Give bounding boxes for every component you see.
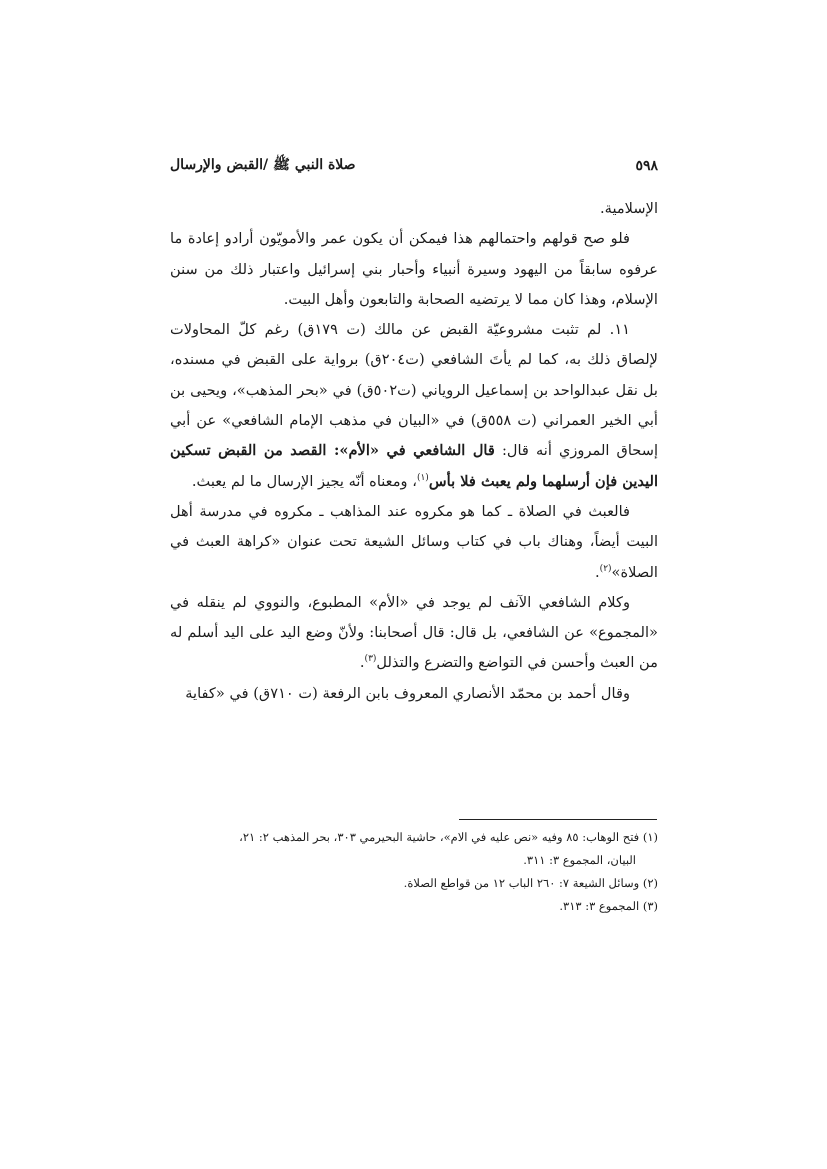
paragraph-4-text: فالعبث في الصلاة ـ كما هو مكروه عند المذاهب ـ مكروه في مدرسة أهل البيت أيضاً، وهناك باب في كتاب وسائل الشيعة تحت عنوان «كراهة العبث في الصلاة»	[170, 502, 658, 581]
paragraph-3	[170, 315, 658, 497]
main-text	[170, 194, 658, 709]
footnote-ref-2[interactable]: (٢)	[599, 563, 612, 574]
paragraph-5	[170, 588, 658, 679]
shafii-quote: قال الشافعي في «الأم»: القصد من القبض تسكين اليدين فإن أرسلهما ولم يعبث فلا بأس	[170, 442, 658, 490]
footnote-ref-1[interactable]: (١)	[416, 472, 429, 483]
footnote-divider	[459, 819, 657, 820]
header-title: صلاة النبي ﷺ /القبض والإرسال	[170, 157, 356, 173]
paragraph-4-end: .	[595, 563, 600, 581]
paragraph-5-text: وكلام الشافعي الآنف لم يوجد في «الأم» المطبوع، والنووي لم ينقله في «المجموع» عن الشافعي، بل قال: قال أصحابنا: ولأنّ وضع اليد على اليد أسلم له من العبث وأحسن في التواضع والتضرع والتذلل	[170, 593, 658, 672]
paragraph-2: فلو صح قولهم واحتمالهم هذا فيمكن أن يكون عمر والأمويّون أرادو إعادة ما عرفوه سابقاً من اليهود وسيرة أنبياء وأحبار بني إسرائيل واعتبار ذلك من سنن الإسلام، وهذا كان مما لا يرتضيه الصحابة والتابعون وأهل البيت.	[170, 230, 658, 308]
page-number: ٥٩٨	[635, 158, 658, 174]
paragraph-3-text: ١١. لم تثبت مشروعيّة القبض عن مالك (ت ١٧٩ق) رغم كلّ المحاولات لإلصاق ذلك به، كما لم يأتَ الشافعي (ت٢٠٤ق) برواية على القبض في مسنده، بل نقل عبدالواحد بن إسماعيل الروياني (ت٥٠٢ق) في «بحر المذهب»، ويحيى بن أبي الخير العمراني (ت ٥٥٨ق) في «البيان في مذهب الإمام الشافعي» عن أبي إسحاق المروزي أنه قال:	[170, 321, 659, 460]
footnote-3: (٣) المجموع ٣: ٣١٣.	[559, 899, 658, 913]
footnote-1-continued: البيان، المجموع ٣: ٣١١.	[523, 853, 636, 867]
paragraph-3-end: ، ومعناه أنّه يجيز الإرسال ما لم يعبث.	[191, 472, 417, 490]
footnote-1: (١) فتح الوهاب: ٨٥ وفيه «نص عليه في الام»، حاشية البحيرمي ٣٠٣، بحر المذهب ٢: ٢١،	[239, 830, 658, 844]
running-header	[170, 154, 658, 178]
paragraph-5-end: .	[359, 654, 365, 672]
paragraph-4	[170, 497, 658, 588]
footnote-ref-3[interactable]: (٣)	[364, 654, 377, 665]
paragraph-6: وقال أحمد بن محمّد الأنصاري المعروف بابن الرفعة (ت ٧١٠ق) في «كفاية	[185, 684, 630, 702]
paragraph-1: الإسلامية.	[600, 200, 658, 217]
footnote-2: (٢) وسائل الشيعة ٧: ٢٦٠ الباب ١٢ من قواطع الصلاة.	[403, 876, 658, 890]
footnotes	[170, 826, 658, 918]
